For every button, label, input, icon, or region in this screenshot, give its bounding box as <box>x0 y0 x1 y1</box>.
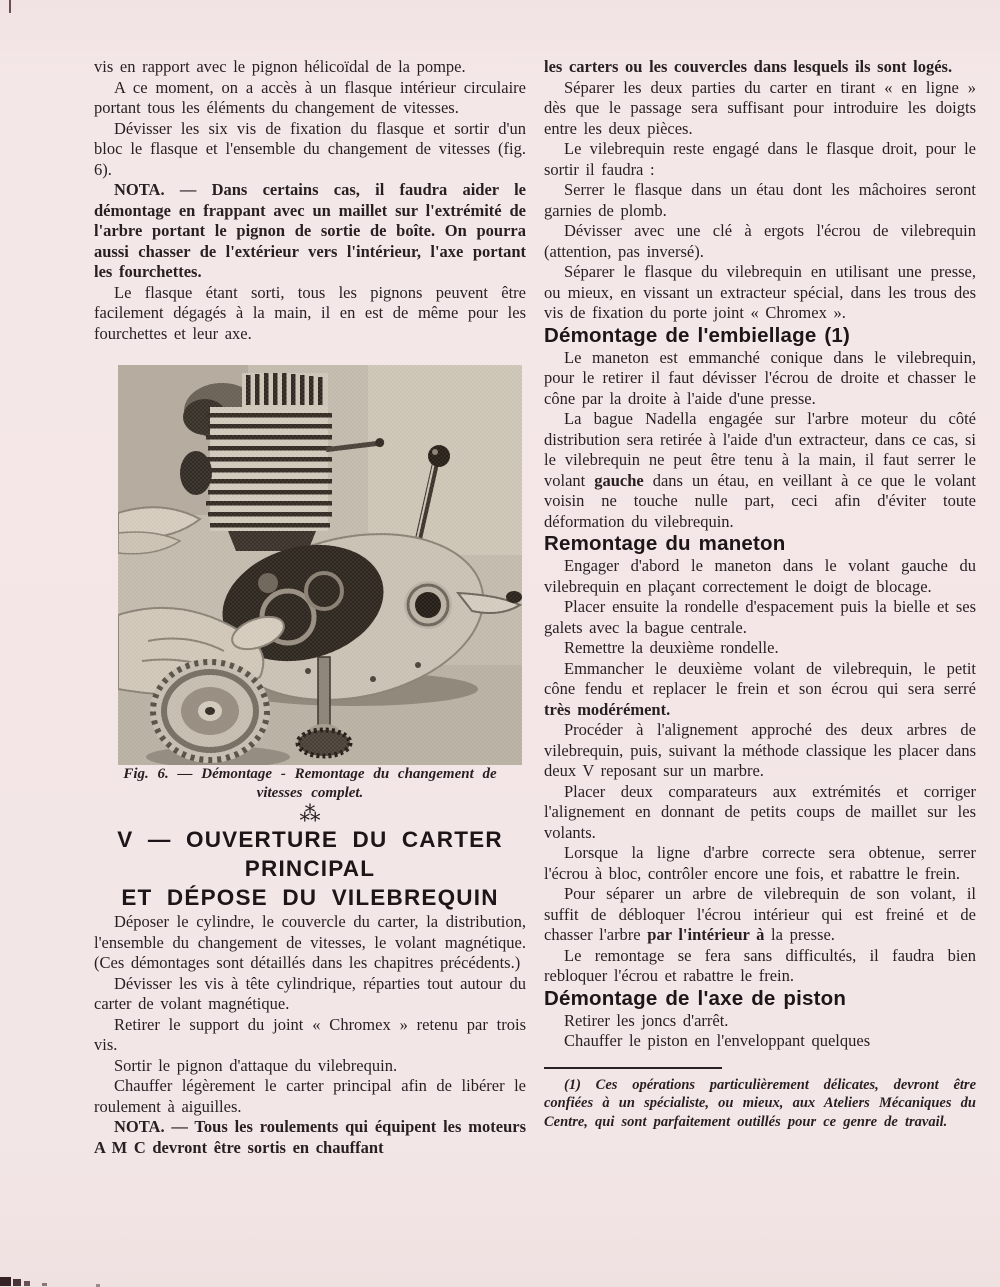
scan-artifact-smudge <box>0 1277 11 1286</box>
footnote: (1) Ces opérations particulièrement délicates, devront être confiées à un spécialiste, ou mieux, aux Ateliers Mécaniques du Centre, qui sont parfaitement outillés pour ce genre de travail. <box>544 1076 976 1130</box>
paragraph: Le vilebrequin reste engagé dans le flasque droit, pour le sortir il faudra : <box>544 139 976 179</box>
emphasis-text: par l'intérieur à <box>647 925 765 944</box>
paragraph: Déposer le cylindre, le couvercle du carter, la distribution, l'ensemble du changement de vitesses, le volant magnétique. (Ces démontages sont détaillés dans les chapitres précédents.) <box>94 912 526 972</box>
subsection-heading-axe-piston: Démontage de l'axe de piston <box>544 986 847 1010</box>
figure-caption-line2: vitesses complet. <box>256 785 364 801</box>
paragraph: Dévisser avec une clé à ergots l'écrou de vilebrequin (attention, pas inversé). <box>544 221 976 261</box>
paragraph: Chauffer le piston en l'enveloppant quelques <box>564 1031 871 1050</box>
scan-artifact-mark <box>9 0 11 13</box>
subsection-heading-maneton: Remontage du maneton <box>544 532 786 555</box>
paragraph-text: Pour séparer un arbre de vilebrequin de son volant, il suffit de débloquer l'écrou intérieur qui est freiné et de chasser l'arbre <box>544 884 976 944</box>
nota-paragraph: NOTA. — Tous les roulements qui équipent les moteurs A M C devront être sortis en chauffant <box>94 1117 526 1157</box>
nota-continuation-paragraph: les carters ou les couvercles dans lesquels ils sont logés. <box>544 57 953 76</box>
paragraph: Procéder à l'alignement approché des deux arbres de vilebrequin, puis, suivant la méthode classique les placer dans deux V reposant sur un marbre. <box>544 720 976 780</box>
paragraph-text: La bague Nadella engagée sur l'arbre moteur du côté distribution sera retirée à l'aide d'un extracteur, dans ce cas, si le vilebrequin ne peut être tenu à la main, il faut serrer le volant <box>544 409 976 490</box>
subsection-heading-embiellage: Démontage de l'embiellage (1) <box>544 323 851 347</box>
paragraph: Le flasque étant sorti, tous les pignons peuvent être facilement dégagés à la main, il en est de même pour les fourchettes et leur axe. <box>94 282 526 343</box>
paragraph: Dévisser les vis à tête cylindrique, réparties tout autour du carter de volant magnétique. <box>94 973 526 1013</box>
paragraph: Le remontage se fera sans difficultés, il faudra bien rebloquer l'écrou et rabattre le frein. <box>544 945 976 985</box>
paragraph: Placer ensuite la rondelle d'espacement puis la bielle et ses galets avec la bague centrale. <box>544 597 976 637</box>
figure-caption-line1: Fig. 6. — Démontage - Remontage du changement de <box>123 766 497 782</box>
paragraph: Sortir le pignon d'attaque du vilebrequin. <box>114 1055 398 1075</box>
scan-artifact-smudge <box>24 1281 30 1286</box>
paragraph: Placer deux comparateurs aux extrémités et corriger l'alignement en donnant de petits coups de maillet sur les volants. <box>544 781 976 842</box>
paragraph: Remettre la deuxième rondelle. <box>564 638 779 657</box>
paragraph <box>544 659 976 721</box>
nota-paragraph: NOTA. — Dans certains cas, il faudra aider le démontage en frappant avec un maillet sur l'extrémité de l'arbre portant le pignon de sortie de boîte. On pourra aussi chasser de l'extérieur vers l'intérieur, l'axe portant les fourchettes. <box>94 180 526 281</box>
section-heading-line3: ET DÉPOSE DU VILEBREQUIN <box>121 885 499 910</box>
paragraph <box>544 409 976 532</box>
scan-artifact-smudge <box>13 1279 21 1286</box>
paragraph: Lorsque la ligne d'arbre correcte sera obtenue, serrer l'écrou à bloc, contrôler encore une fois, et rabattre le frein. <box>544 843 976 883</box>
paragraph: Le maneton est emmanché conique dans le vilebrequin, pour le retirer il faut dévisser l'écrou de droite et chasser le cône par la droite à l'aide d'une presse. <box>544 347 976 408</box>
asterism-ornament: ⁂ <box>299 802 321 826</box>
paragraph: Dévisser les six vis de fixation du flasque et sortir d'un bloc le flasque et l'ensemble du changement de vitesses (fig. 6). <box>94 118 526 179</box>
scan-artifact-smudge <box>42 1283 47 1286</box>
paragraph-text: la presse. <box>764 925 835 944</box>
figure-6-photo <box>118 365 522 765</box>
engine-disassembly-photo <box>118 365 522 765</box>
paragraph: Séparer le flasque du vilebrequin en utilisant une presse, ou mieux, en vissant un extracteur spécial, dans les trous des vis de fixation du porte joint « Chromex ». <box>544 262 976 322</box>
paragraph: A ce moment, on a accès à un flasque intérieur circulaire portant tous les éléments du changement de vitesses. <box>94 77 526 117</box>
footnote-divider <box>544 1067 722 1069</box>
paragraph: Séparer les deux parties du carter en tirant « en ligne » dès que le passage sera suffisant pour introduire les doigts entre les deux pièces. <box>544 77 976 138</box>
right-column <box>544 57 976 1131</box>
paragraph: Retirer les joncs d'arrêt. <box>564 1010 729 1030</box>
paragraph: Chauffer légèrement le carter principal afin de libérer le roulement à aiguilles. <box>94 1076 526 1116</box>
section-heading-line1: V — OUVERTURE DU CARTER <box>117 827 503 852</box>
paragraph: Retirer le support du joint « Chromex » retenu par trois vis. <box>94 1014 526 1054</box>
section-heading-line2: PRINCIPAL <box>244 856 376 881</box>
emphasis-text: gauche <box>594 470 644 490</box>
paragraph-text: Emmancher le deuxième volant de vilebrequin, le petit cône fendu et replacer le frein et son écrou qui sera serré <box>544 658 976 698</box>
paragraph-text: dans un étau, en veillant à ce que le volant voisin ne touche nulle part, ceci afin d'éviter toute déformation du vilebrequin. <box>544 470 976 531</box>
paragraph <box>544 884 976 946</box>
paragraph: Serrer le flasque dans un étau dont les mâchoires seront garnies de plomb. <box>544 180 976 220</box>
emphasis-text: très modérément. <box>544 699 671 719</box>
paragraph: vis en rapport avec le pignon hélicoïdal de la pompe. <box>94 57 466 76</box>
left-column <box>94 57 526 1158</box>
paragraph: Engager d'abord le maneton dans le volant gauche du vilebrequin en plaçant correctement le doigt de blocage. <box>544 556 976 596</box>
